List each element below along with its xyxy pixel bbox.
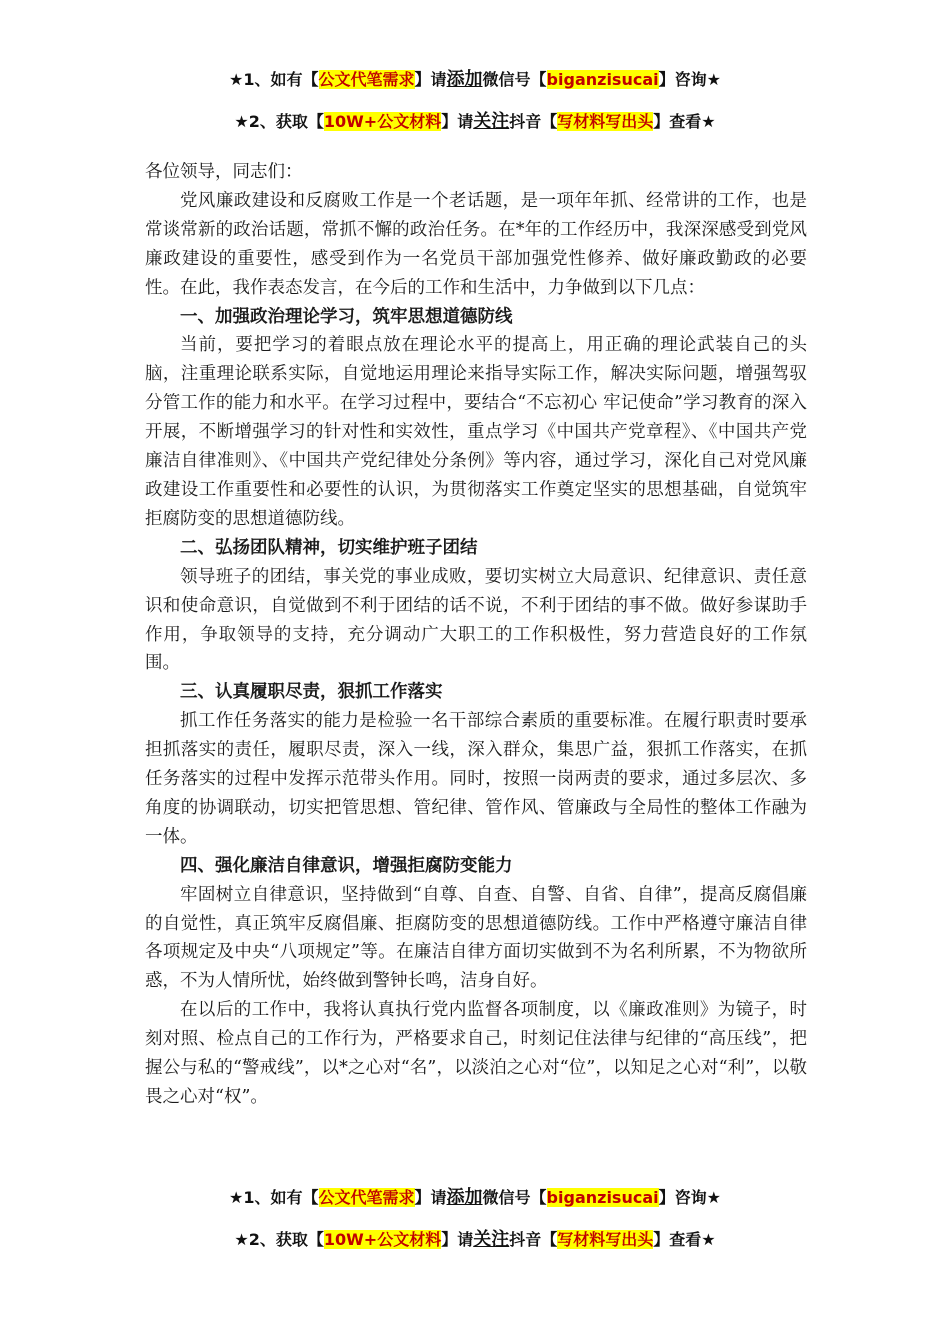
promo-highlight: 公文代笔需求 <box>318 1188 415 1207</box>
promo-text: 】请 <box>441 1230 474 1249</box>
promo-highlight-douyin-name: 写材料写出头 <box>557 112 654 131</box>
promo-highlight-wechat-id: biganzisucai <box>546 70 659 89</box>
promo-underline: 添加 <box>446 69 483 90</box>
promo-highlight: 10W+公文材料 <box>323 112 442 131</box>
promo-underline: 关注 <box>473 111 510 132</box>
section-3-heading: 三、认真履职尽责，狠抓工作落实 <box>180 682 443 703</box>
section-2-body: 领导班子的团结，事关党的事业成败，要切实树立大局意识、纪律意识、责任意识和使命意识，自觉做到不利于团结的话不说，不利于团结的事不做。做好参谋助手作用，争取领导的支持，充分调动广大职工的工作积极性，努力营造良好的工作氛围。 <box>145 566 807 674</box>
promo-text: 】请 <box>414 70 447 89</box>
promo-text: ★2、获取【 <box>234 112 324 131</box>
promo-text: 微信号【 <box>482 70 547 89</box>
promo-line-1-top <box>0 68 950 92</box>
document-body <box>145 158 807 1112</box>
promo-underline: 关注 <box>473 1229 510 1250</box>
promo-text: 】请 <box>441 112 474 131</box>
promo-line-2-top <box>0 110 950 134</box>
promo-highlight-wechat-id: biganzisucai <box>546 1188 659 1207</box>
intro-paragraph: 党风廉政建设和反腐败工作是一个老话题，是一项年年抓、经常讲的工作，也是常谈常新的政治话题，常抓不懈的政治任务。在*年的工作经历中，我深深感受到党风廉政建设的重要性，感受到作为一名党员干部加强党性修养、做好廉政勤政的必要性。在此，我作表态发言，在今后的工作和生活中，力争做到以下几点： <box>145 190 807 298</box>
closing-paragraph: 在以后的工作中，我将认真执行党内监督各项制度，以《廉政准则》为镜子，时刻对照、检点自己的工作行为，严格要求自己，时刻记住法律与纪律的“高压线”，把握公与私的“警戒线”，以*之心对“名”，以淡泊之心对“位”，以知足之心对“利”，以敬畏之心对“权”。 <box>145 1000 807 1107</box>
promo-text: 】请 <box>414 1188 447 1207</box>
promo-highlight: 10W+公文材料 <box>323 1230 442 1249</box>
promo-text: 抖音【 <box>509 1230 558 1249</box>
promo-text: 】查看★ <box>653 1230 716 1249</box>
promo-highlight-douyin-name: 写材料写出头 <box>557 1230 654 1249</box>
promo-text: ★1、如有【 <box>229 70 319 89</box>
promo-text: 】查看★ <box>653 112 716 131</box>
promo-text: ★2、获取【 <box>234 1230 324 1249</box>
promo-highlight: 公文代笔需求 <box>318 70 415 89</box>
promo-text: 】咨询★ <box>658 1188 721 1207</box>
salutation: 各位领导，同志们： <box>145 162 303 182</box>
section-3-body: 抓工作任务落实的能力是检验一名干部综合素质的重要标准。在履行职责时要承担抓落实的责任，履职尽责，深入一线，深入群众，集思广益，狠抓工作落实，在抓任务落实的过程中发挥示范带头作用。同时，按照一岗两责的要求，通过多层次、多角度的协调联动，切实把管思想、管纪律、管作风、管廉政与全局性的整体工作融为一体。 <box>145 711 807 847</box>
section-1-body: 当前，要把学习的着眼点放在理论水平的提高上，用正确的理论武装自己的头脑，注重理论联系实际，自觉地运用理论来指导实际工作，解决实际问题，增强驾驭分管工作的能力和水平。在学习过程中，要结合“不忘初心 牢记使命”学习教育的深入开展，不断增强学习的针对性和实效性，重点学习《中国共产党章程》、《中国共产党廉洁自律准则》、《中国共产党纪律处分条例》等内容，通过学习，深化自己对党风廉政建设工作重要性和必要性的认识，为贯彻落实工作奠定坚实的思想基础，自觉筑牢拒腐防变的思想道德防线。 <box>145 335 807 529</box>
promo-text: 】咨询★ <box>658 70 721 89</box>
section-2-heading: 二、弘扬团队精神，切实维护班子团结 <box>180 537 478 558</box>
section-4-body: 牢固树立自律意识，坚持做到“自尊、自查、自警、自省、自律”，提高反腐倡廉的自觉性，真正筑牢反腐倡廉、拒腐防变的思想道德防线。工作中严格遵守廉洁自律各项规定及中央“八项规定”等。在廉洁自律方面切实做到不为名利所累，不为物欲所惑，不为人情所忧，始终做到警钟长鸣，洁身自好。 <box>145 884 807 992</box>
promo-text: ★1、如有【 <box>229 1188 319 1207</box>
section-1-heading: 一、加强政治理论学习，筑牢思想道德防线 <box>180 306 513 327</box>
promo-line-2-bottom <box>0 1228 950 1252</box>
promo-text: 抖音【 <box>509 112 558 131</box>
section-4-heading: 四、强化廉洁自律意识，增强拒腐防变能力 <box>180 855 513 876</box>
promo-text: 微信号【 <box>482 1188 547 1207</box>
promo-underline: 添加 <box>446 1187 483 1208</box>
promo-line-1-bottom <box>0 1186 950 1210</box>
